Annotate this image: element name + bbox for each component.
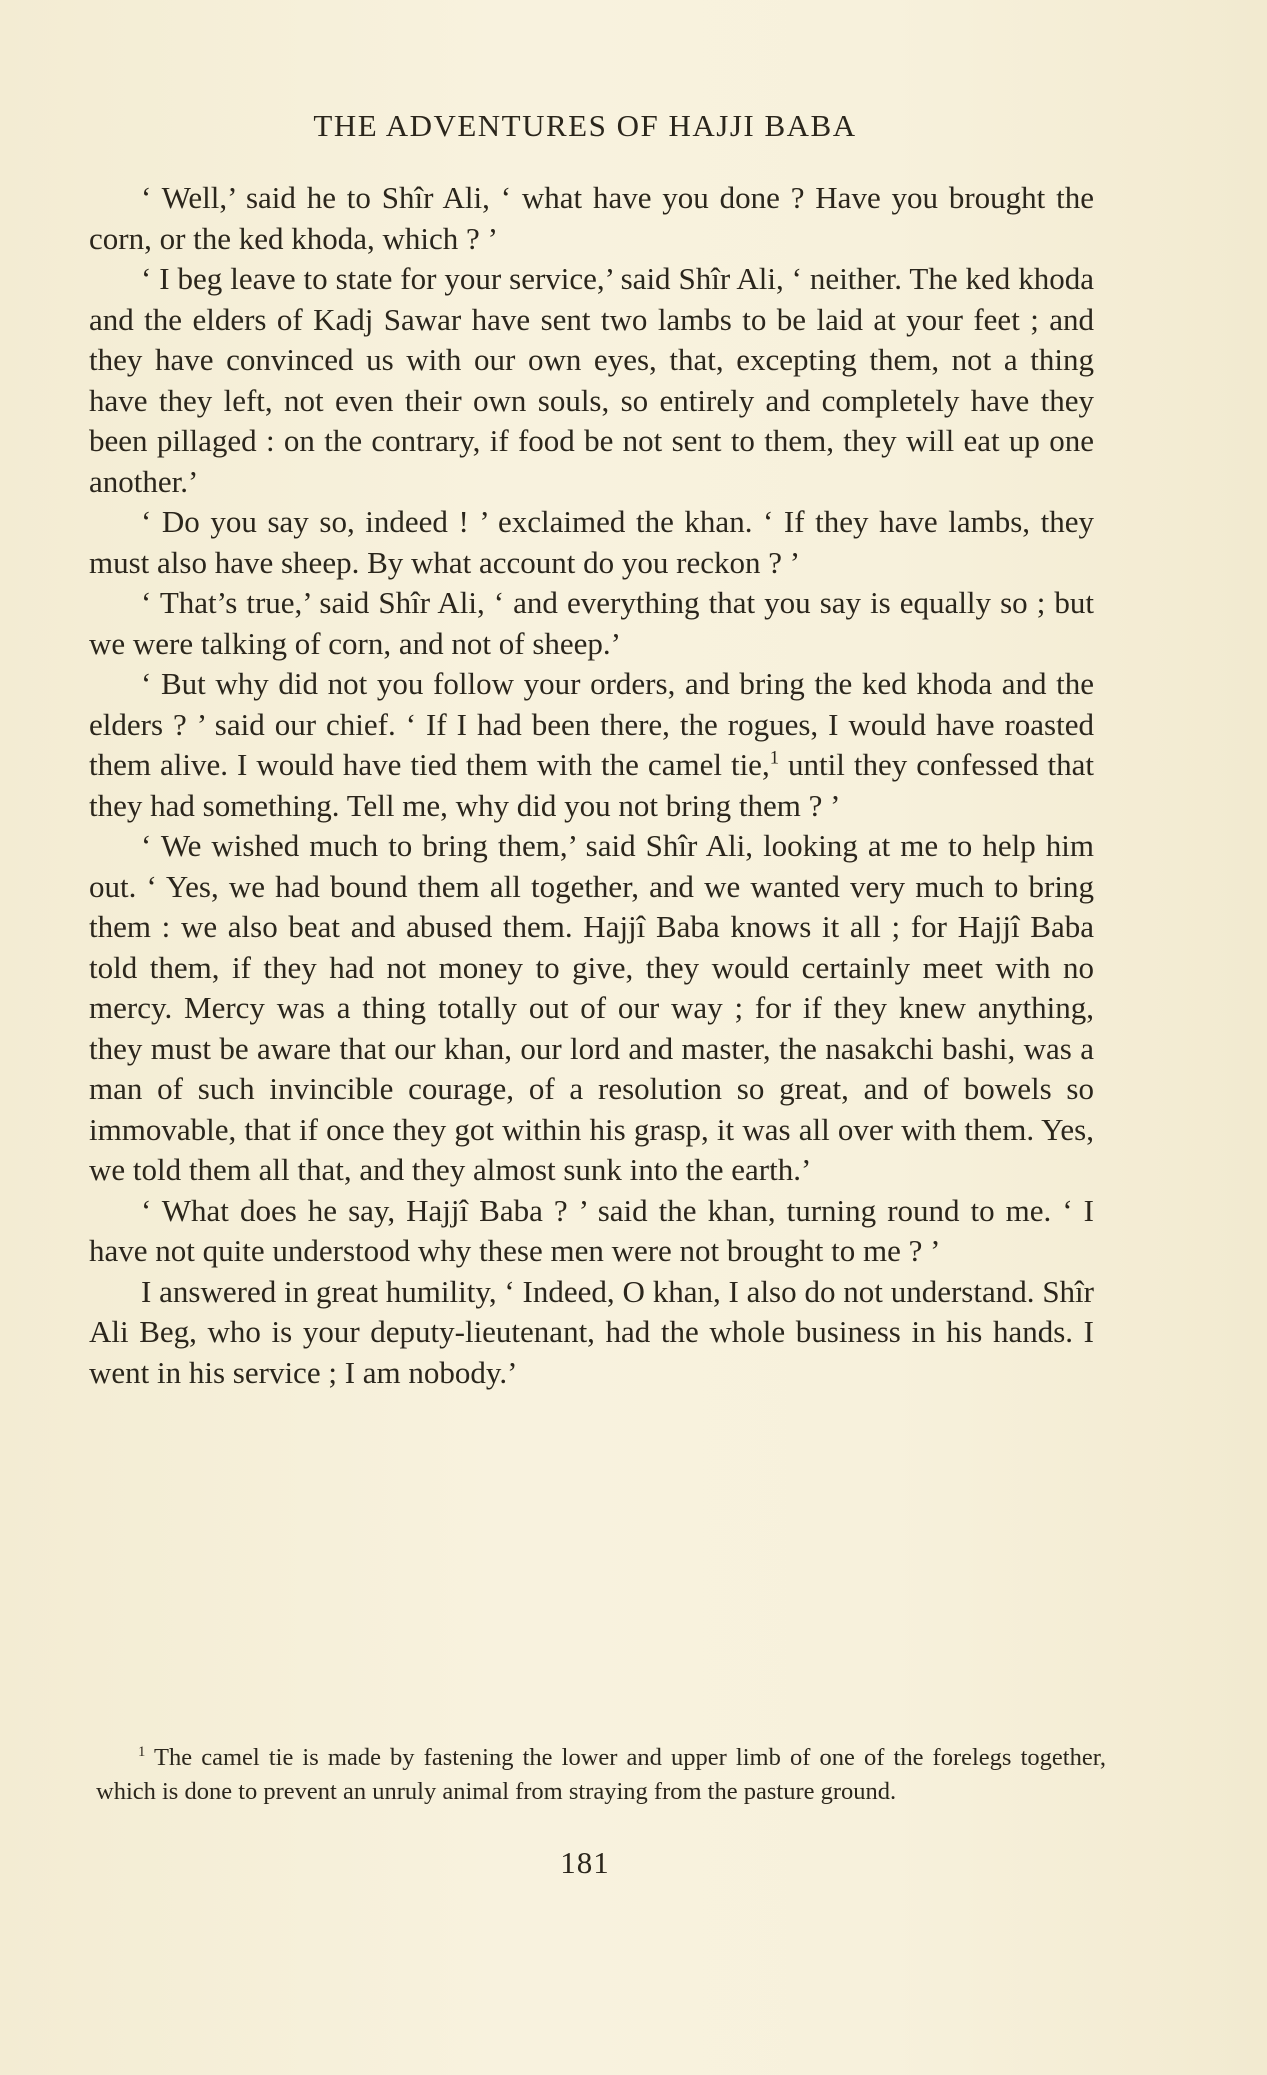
paragraph-text: ‘ But why did not you follow your orders, and bring the ked khoda and the elders ? ’ said our chief. ‘ If I had been there, the rogues, I would have roasted them alive. I would have tied them with the camel tie, — [89, 666, 1094, 782]
paragraph — [89, 664, 1094, 826]
footnote — [96, 1741, 1106, 1809]
paragraph: ‘ I beg leave to state for your service,’ said Shîr Ali, ‘ neither. The ked khoda and the elders of Kadj Sawar have sent two lambs to be laid at your feet ; and they have convinced us with our own eyes, that, excepting them, not a thing have they left, not even their own souls, so entirely and completely have they been pillaged : on the contrary, if food be not sent to them, they will eat up one another.’ — [89, 261, 1094, 499]
footnote-text: The camel tie is made by fastening the lower and upper limb of one of the forelegs together, which is done to prevent an unruly animal from straying from the pasture ground. — [96, 1744, 1106, 1805]
paragraph: ‘ What does he say, Hajjî Baba ? ’ said the khan, turning round to me. ‘ I have not quite understood why these men were not brought to me ? ’ — [89, 1192, 1094, 1268]
running-head: THE ADVENTURES OF HAJJI BABA — [313, 108, 857, 143]
paragraph: ‘ We wished much to bring them,’ said Shîr Ali, looking at me to help him out. ‘ Yes, we had bound them all together, and we wanted very much to bring them : we also beat and abused them. Hajjî Baba knows it all ; for Hajjî Baba told them, if they had not money to give, they would certainly meet with no mercy. Mercy was a thing totally out of our way ; for if they knew anything, they must be aware that our khan, our lord and master, the nasakchi bashi, was a man of such invincible courage, of a resolution so great, and of bowels so immovable, that if once they got within his grasp, it was all over with them. Yes, we told them all that, and they almost sunk into the earth.’ — [89, 828, 1094, 1187]
footnote-reference: 1 — [769, 747, 779, 769]
paragraph: ‘ Do you say so, indeed ! ’ exclaimed the khan. ‘ If they have lambs, they must also have sheep. By what account do you reckon ? ’ — [89, 504, 1094, 580]
paragraph: I answered in great humility, ‘ Indeed, O khan, I also do not understand. Shîr Ali Beg, who is your deputy-lieutenant, had the whole business in his hands. I went in his service ; I am nobody.’ — [89, 1273, 1094, 1390]
paragraph: ‘ Well,’ said he to Shîr Ali, ‘ what have you done ? Have you brought the corn, or the ked khoda, which ? ’ — [89, 180, 1094, 256]
paragraph: ‘ That’s true,’ said Shîr Ali, ‘ and everything that you say is equally so ; but we were talking of corn, and not of sheep.’ — [89, 585, 1094, 661]
page-number: 181 — [560, 1845, 610, 1880]
body-text — [89, 178, 1094, 1393]
paragraph-text: until they confessed that they had something. Tell me, why did you not bring them ? ’ — [89, 747, 1094, 823]
footnote-marker: 1 — [138, 1743, 146, 1760]
